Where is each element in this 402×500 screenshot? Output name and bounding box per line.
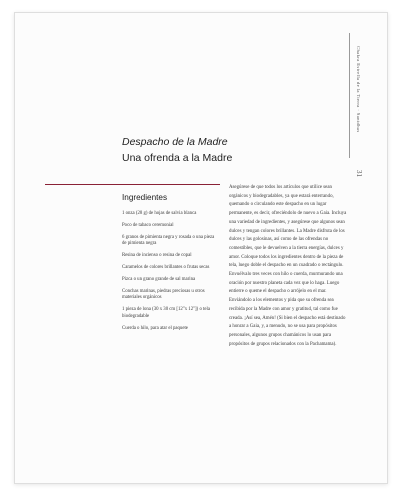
ingredients-heading: Ingredientes	[122, 193, 168, 202]
ingredient-item: 1 onza (28 g) de hojas de salvia blanca	[122, 211, 197, 216]
side-rule	[349, 33, 350, 158]
ingredient-item: Caramelos de colores brillantes o frutas secas	[122, 265, 210, 271]
ingredient-item: Conchas marinas, piedras preciosas u otros materiales orgánicos	[122, 288, 205, 301]
chapter-title: Despacho de la Madre	[122, 136, 228, 148]
ingredient-item: Pizca o un grano grande de sal marina	[122, 276, 196, 282]
accent-rule	[45, 184, 220, 185]
ingredient-item: 1 pieza de lona (30 x 30 cm [12"x 12"]) o tela biodegradable	[122, 307, 210, 319]
chapter-subtitle: Una ofrenda a la Madre	[122, 152, 233, 164]
ingredient-item: 6 granos de pimienta negra y rosada o una pieza de pimienta negra	[122, 234, 215, 247]
page-number: 31	[355, 170, 363, 177]
ingredient-item: Poco de tabaco ceremonial	[122, 222, 174, 228]
ingredient-item: Cuerda o hilo, para atar el paquete	[122, 325, 188, 331]
ingredient-item: Resina de incienso o resina de copal	[122, 253, 192, 259]
body-paragraph: Asegúrese de que todos los artículos que utilice sean orgánicos y biodegradables, ya que estará enterrando, quemando o circulando este despacho en un lugar permanente, es decir, ofreciéndolo de nuevo a Gaia. Incluya una variedad de ingredientes, y asegúrese que algunos sean dulces y tengan colores brillantes. La Madre disfruta de los dulces y las golosinas, así como de las ofrendas no comestibles, que le devuelven a la tierra energías, dulces y amor. Coloque todos los ingredientes dentro de la pieza de tela, luego doble el despacho en un cuadrado o rectángulo. Envuélvalo tres veces con hilo o cuerda, murmurando una oración por nuestro planeta cada vez que lo haga. Luego entierre o queme el despacho o arrójelo en el mar. Enviándolo a los elementos y pida que su ofrenda sea recibida por la Madre con amor y gratitud, tal como fue creada. ¡Así sea, Amén! (Si bien el despacho está destinado a honrar a Gaia, y, a menudo, no se usa para propósitos personales, algunos grupos chamánicos lo usan para propósitos de grupos relacionados con la Pachamama).	[229, 185, 347, 347]
ingredient-list	[122, 211, 216, 338]
running-head: Chakra Estrella de la Tierra · Sanidhas	[356, 46, 361, 133]
